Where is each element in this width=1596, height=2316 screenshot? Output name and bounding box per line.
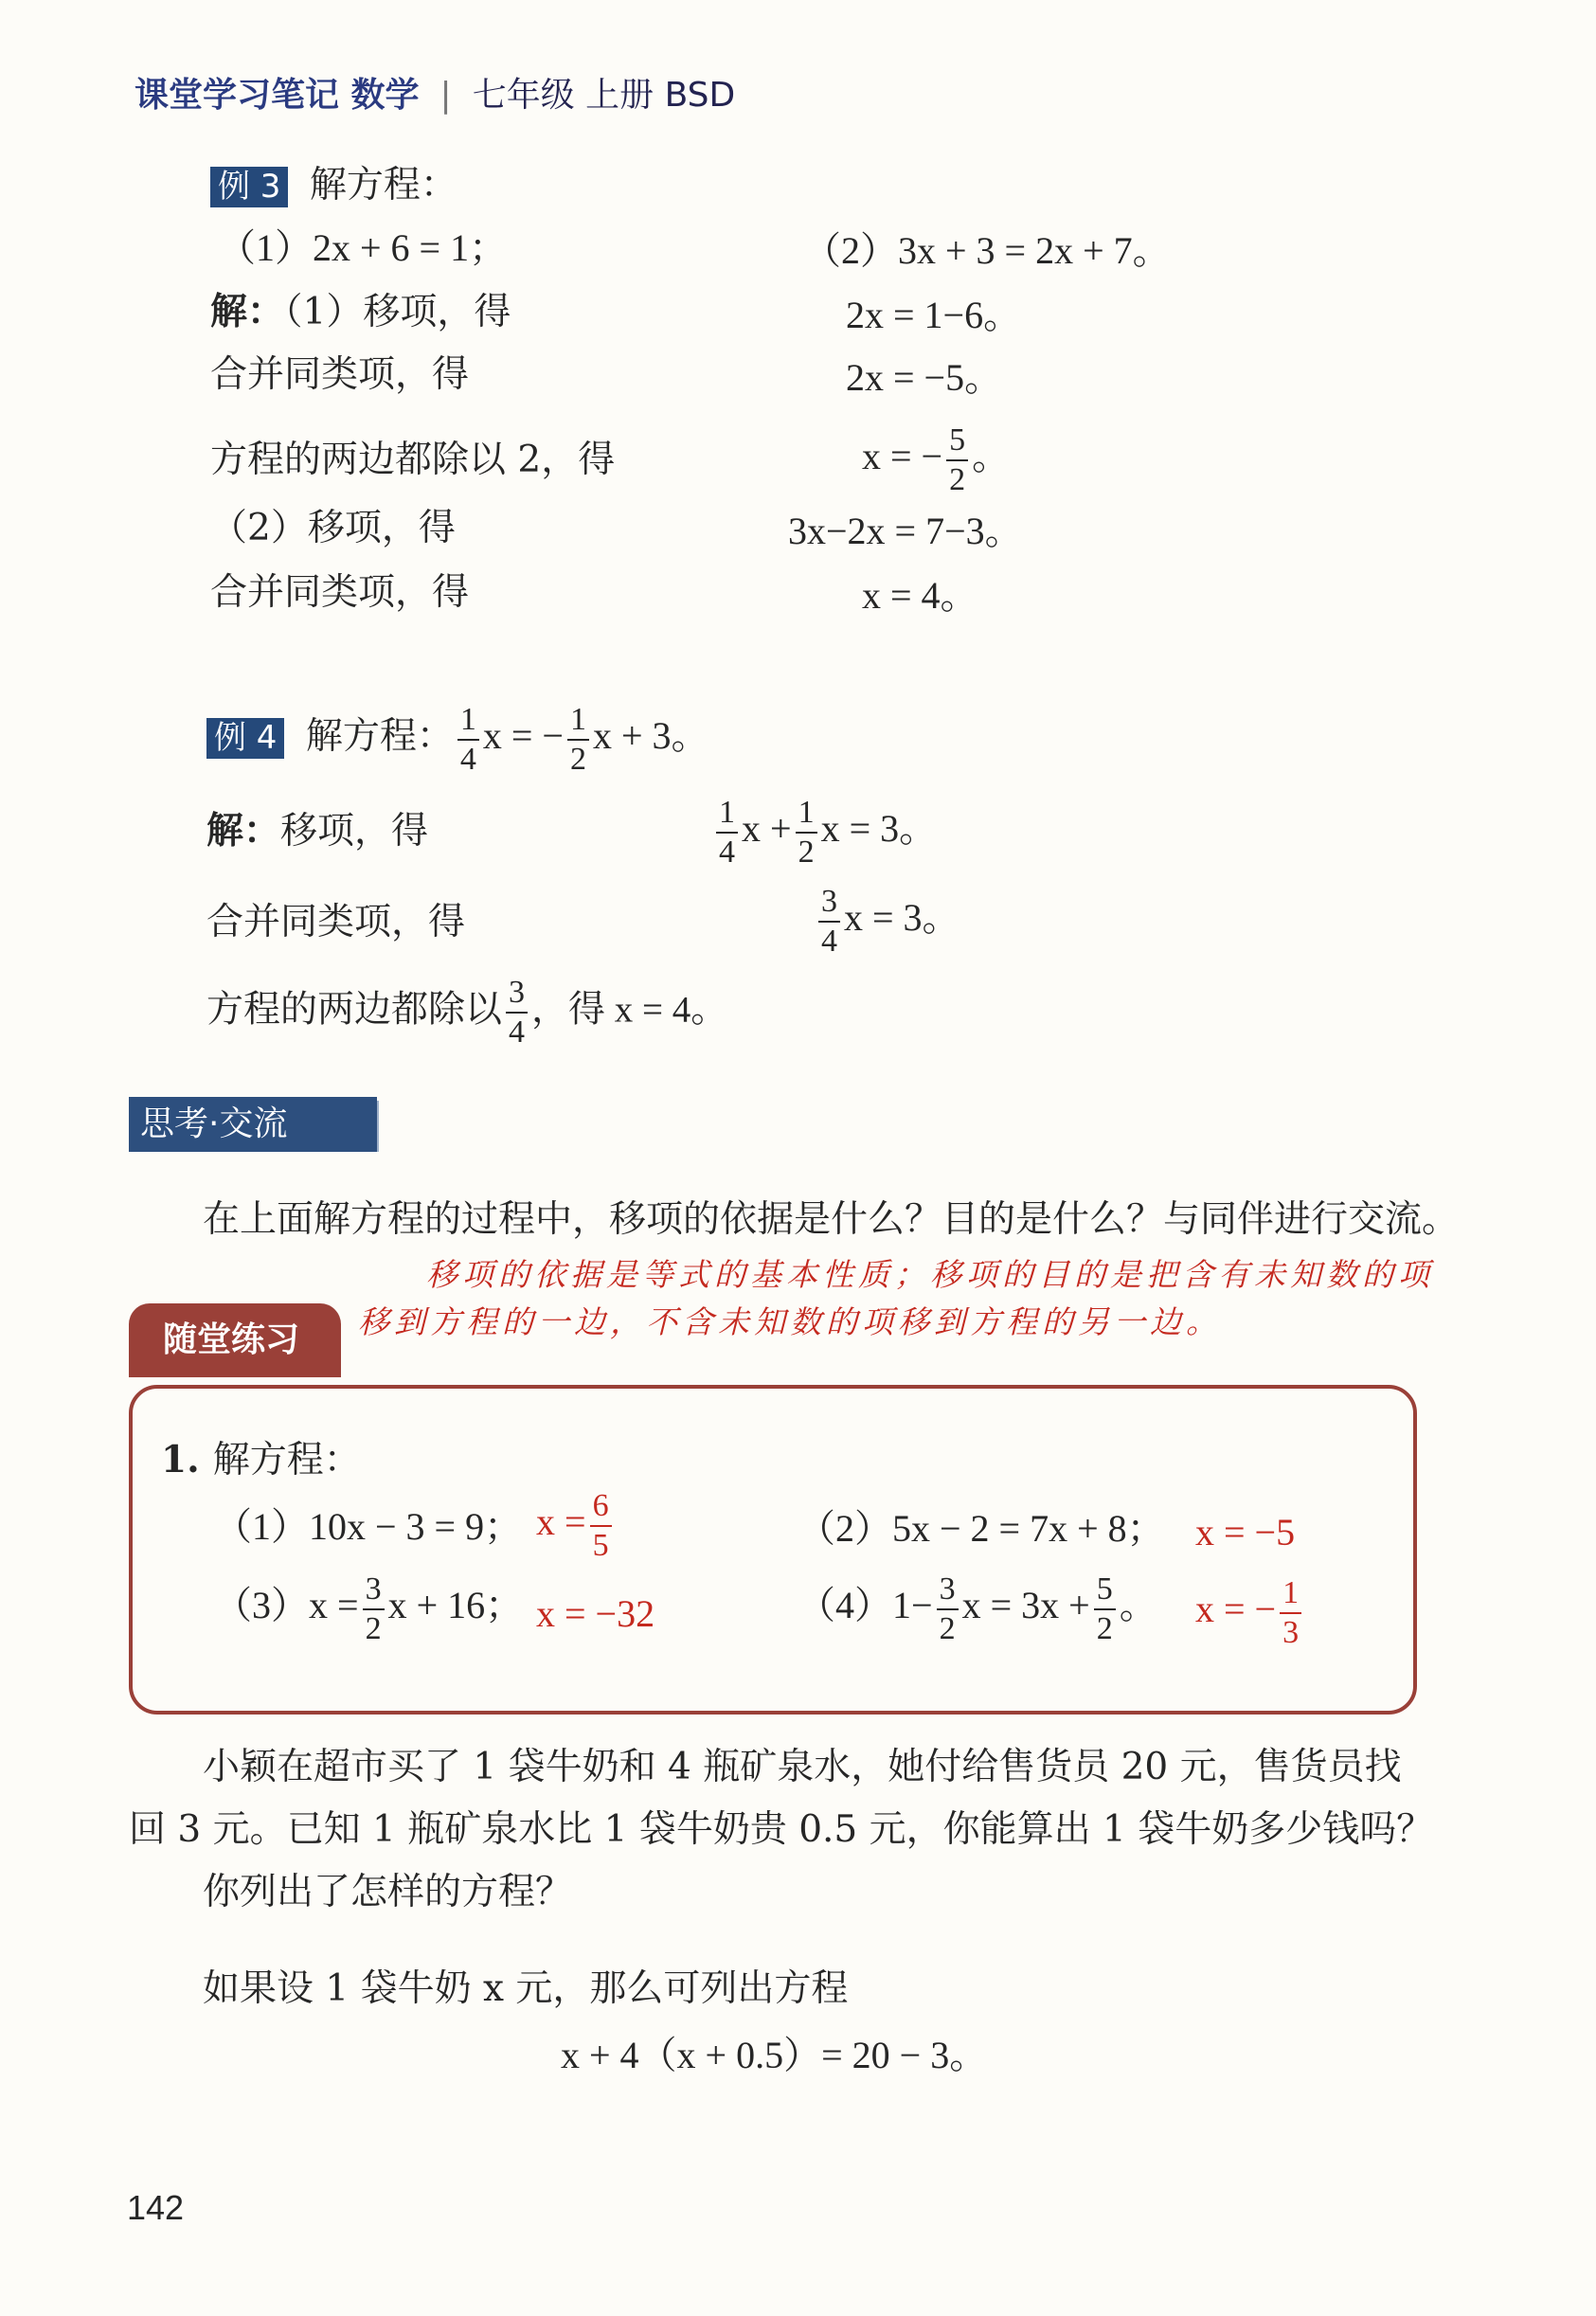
think-answer-line2: 移到方程的一边，不含未知数的项移到方程的另一边。	[358, 1303, 1222, 1340]
example3-q1-label: （1）	[218, 226, 313, 269]
fraction: $\frac{1}{2}$	[796, 796, 817, 869]
book-title: 课堂学习笔记 数学	[134, 76, 420, 115]
example3-badge: 例 3	[210, 167, 288, 207]
problem-line3: 你列出了怎样的方程？	[203, 1871, 573, 1913]
example3-step1-label: 解：（1）移项，得	[210, 290, 511, 333]
think-answer-line1: 移项的依据是等式的基本性质；移项的目的是把含有未知数的项	[426, 1256, 1434, 1293]
example4-step3: 方程的两边都除以 $\frac{3}{4}$ ，得 x = 4。	[206, 975, 728, 1050]
example4-step2-eq: $\frac{3}{4}$ x = 3。	[815, 885, 960, 958]
fraction: $\frac{3}{2}$	[363, 1572, 385, 1645]
example3-q2-eq: 3x + 3 = 2x + 7。	[898, 229, 1171, 272]
problem-line4: 如果设 1 袋牛奶 x 元，那么可列出方程	[203, 1967, 849, 2010]
practice-q2: （2）5x − 2 = 7x + 8；	[798, 1507, 1165, 1550]
example3-step3-eq: x = − $\frac{5}{2}$ 。	[862, 422, 1011, 497]
example3-step2-label: 合并同类项，得	[210, 353, 470, 396]
example3-step2-eq: 2x = −5。	[846, 356, 1003, 399]
example4-solution-label: 解：	[206, 809, 281, 853]
example3-solution-label: 解：	[210, 290, 285, 333]
fraction: $\frac{5}{2}$	[1094, 1572, 1116, 1645]
practice-a1: x = $\frac{6}{5}$	[536, 1489, 616, 1562]
example3-q2	[803, 229, 1171, 272]
practice-q1: （1）10x − 3 = 9；	[214, 1505, 523, 1548]
example3-q2-label: （2）	[803, 229, 898, 272]
fraction: $\frac{3}{2}$	[937, 1572, 959, 1645]
example3-step4-label: （2）移项，得	[210, 507, 456, 549]
example4-equation: $\frac{1}{4}$ x = − $\frac{1}{2}$ x + 3。	[454, 714, 709, 757]
example4-step1-label: 解：移项，得	[206, 809, 429, 853]
practice-a2: x = −5	[1195, 1511, 1296, 1553]
fraction: $\frac{1}{3}$	[1280, 1576, 1301, 1649]
practice-q4: （4）1− $\frac{3}{2}$ x = 3x + $\frac{5}{2}$ 。	[798, 1571, 1157, 1646]
fraction: $\frac{3}{4}$	[818, 885, 840, 958]
example4-heading	[206, 703, 709, 776]
problem-equation: x + 4（x + 0.5）= 20 − 3。	[561, 2034, 988, 2076]
example3-prompt: 解方程：	[309, 164, 457, 206]
grade-label: 七年级 上册 BSD	[472, 76, 736, 115]
practice-q3: （3）x = $\frac{3}{2}$ x + 16；	[214, 1571, 524, 1646]
practice-a3: x = −32	[536, 1592, 655, 1635]
fraction: $\frac{1}{2}$	[567, 703, 589, 776]
fraction: $\frac{6}{5}$	[590, 1489, 612, 1562]
problem-line2: 回 3 元。已知 1 瓶矿泉水比 1 袋牛奶贵 0.5 元，你能算出 1 袋牛奶多少钱吗？	[129, 1808, 1434, 1851]
example3-step4-eq: 3x−2x = 7−3。	[788, 510, 1023, 552]
example4-prompt: 解方程：	[305, 714, 454, 758]
header-separator: |	[439, 76, 452, 115]
example4-step1-eq: $\frac{1}{4}$ x + $\frac{1}{2}$ x = 3。	[712, 796, 937, 869]
example4-step2-label: 合并同类项，得	[206, 901, 466, 943]
practice-tab: 随堂练习	[129, 1303, 341, 1377]
practice-number: 1.	[161, 1438, 200, 1481]
page-number: 142	[127, 2188, 185, 2227]
practice-heading	[161, 1438, 361, 1481]
think-tag: 思考·交流	[129, 1097, 377, 1152]
fraction: $\frac{1}{4}$	[716, 796, 738, 869]
practice-a4: x = − $\frac{1}{3}$	[1195, 1576, 1305, 1649]
fraction: $\frac{3}{4}$	[506, 976, 528, 1049]
example3-heading	[210, 164, 457, 207]
problem-line1: 小颖在超市买了 1 袋牛奶和 4 瓶矿泉水，她付给售货员 20 元，售货员找	[203, 1746, 1402, 1788]
example4-badge: 例 4	[206, 718, 284, 759]
practice-prompt: 解方程：	[212, 1439, 361, 1481]
example3-step1-eq: 2x = 1−6。	[846, 294, 1022, 336]
fraction: $\frac{1}{4}$	[457, 703, 479, 776]
example3-step5-eq: x = 4。	[862, 574, 978, 617]
think-question: 在上面解方程的过程中，移项的依据是什么？目的是什么？与同伴进行交流。	[203, 1198, 1460, 1241]
example3-step3-label: 方程的两边都除以 2，得	[210, 439, 616, 481]
example3-step5-label: 合并同类项，得	[210, 571, 470, 614]
fraction: $\frac{5}{2}$	[946, 423, 968, 496]
example3-q1	[218, 226, 508, 269]
page-header	[134, 68, 735, 117]
example3-q1-eq: 2x + 6 = 1；	[313, 226, 508, 269]
